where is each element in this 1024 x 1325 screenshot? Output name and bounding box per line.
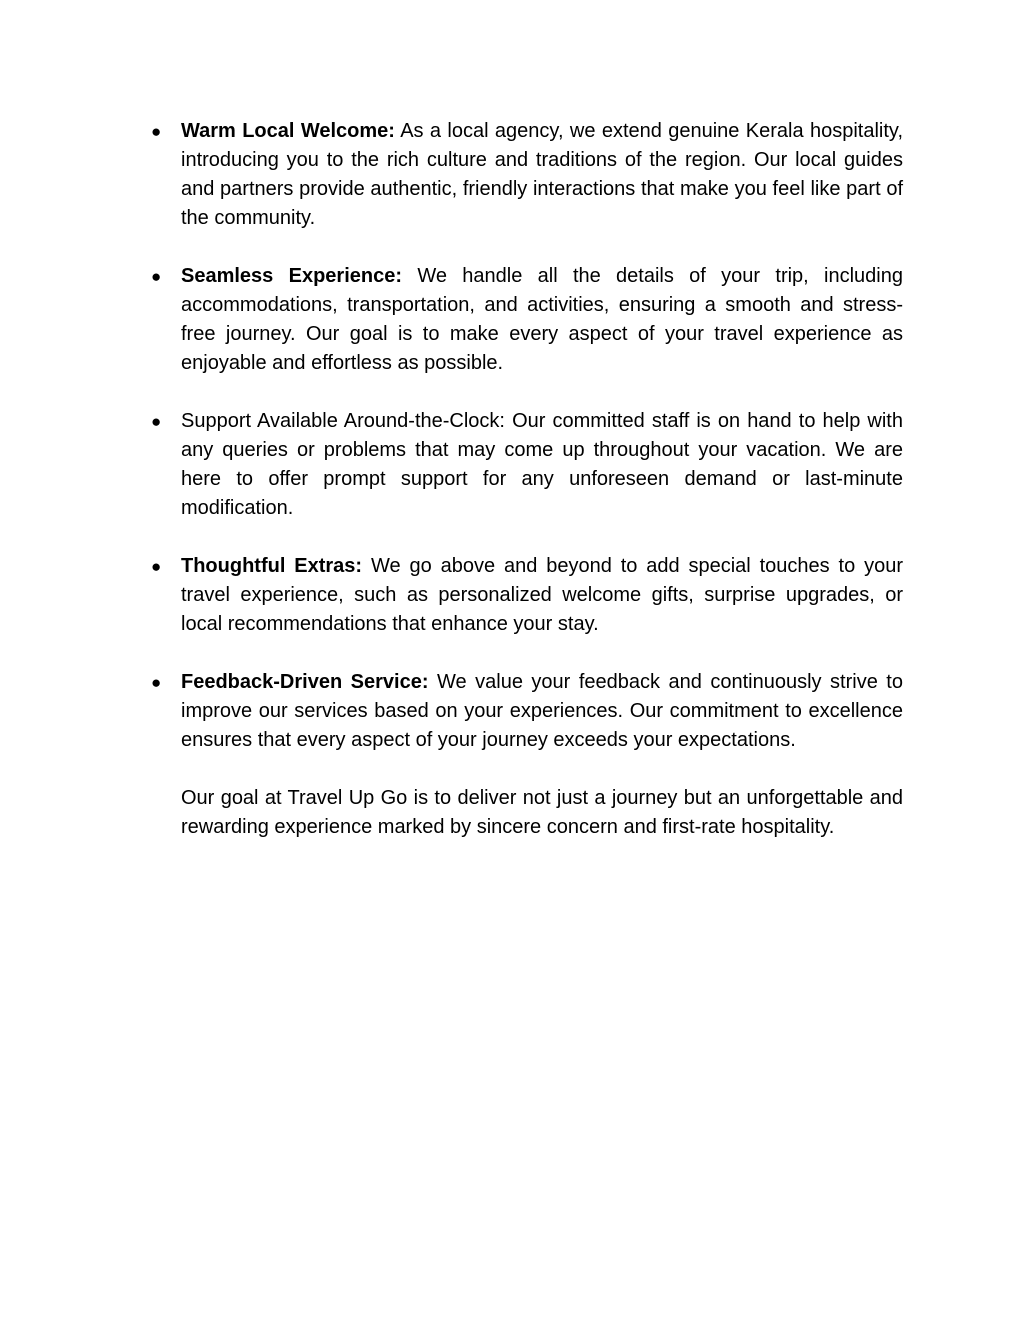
item-text: We go above and beyond to add special touches to your travel experience, such as personalized welcome gifts, surprise upgrades, or local recommendations that enhance your stay. xyxy=(181,555,903,635)
bullet-icon: ● xyxy=(151,122,162,141)
item-text: We handle all the details of your trip, including accommodations, transportation, and activities, ensuring a smooth and stress-free journey. Our goal is to make every aspect of your travel experience as enjoyable and effortless as possible. xyxy=(181,265,903,374)
list-item-feedback-driven-service xyxy=(151,668,903,755)
item-text: Support Available Around-the-Clock: Our committed staff is on hand to help with any queries or problems that may come up throughout your vacation. We are here to offer prompt support for any unforeseen demand or last-minute modification. xyxy=(181,410,903,519)
document-page xyxy=(151,117,904,842)
bullet-icon: ● xyxy=(151,412,162,431)
list-item-support-around-the-clock xyxy=(151,407,903,523)
bullet-list xyxy=(151,117,904,755)
item-text: As a local agency, we extend genuine Kerala hospitality, introducing you to the rich culture and traditions of the region. Our local guides and partners provide authentic, friendly interactions that make you feel like part of the community. xyxy=(181,120,904,229)
item-title: Warm Local Welcome: xyxy=(181,120,395,142)
item-title: Seamless Experience: xyxy=(181,265,402,287)
item-title: Feedback-Driven Service: xyxy=(181,671,429,693)
list-item-seamless-experience xyxy=(151,262,903,378)
list-item-warm-local-welcome xyxy=(151,117,904,233)
list-item-thoughtful-extras xyxy=(151,552,903,639)
item-title: Thoughtful Extras: xyxy=(181,555,363,577)
item-text: We value your feedback and continuously strive to improve our services based on your experiences. Our commitment to excellence ensures that every aspect of your journey exceeds your expectations. xyxy=(181,671,903,751)
closing-paragraph: Our goal at Travel Up Go is to deliver not just a journey but an unforgettable and rewarding experience marked by sincere concern and first-rate hospitality. xyxy=(181,787,903,838)
bullet-icon: ● xyxy=(151,673,162,692)
bullet-icon: ● xyxy=(151,557,162,576)
bullet-icon: ● xyxy=(151,267,162,286)
